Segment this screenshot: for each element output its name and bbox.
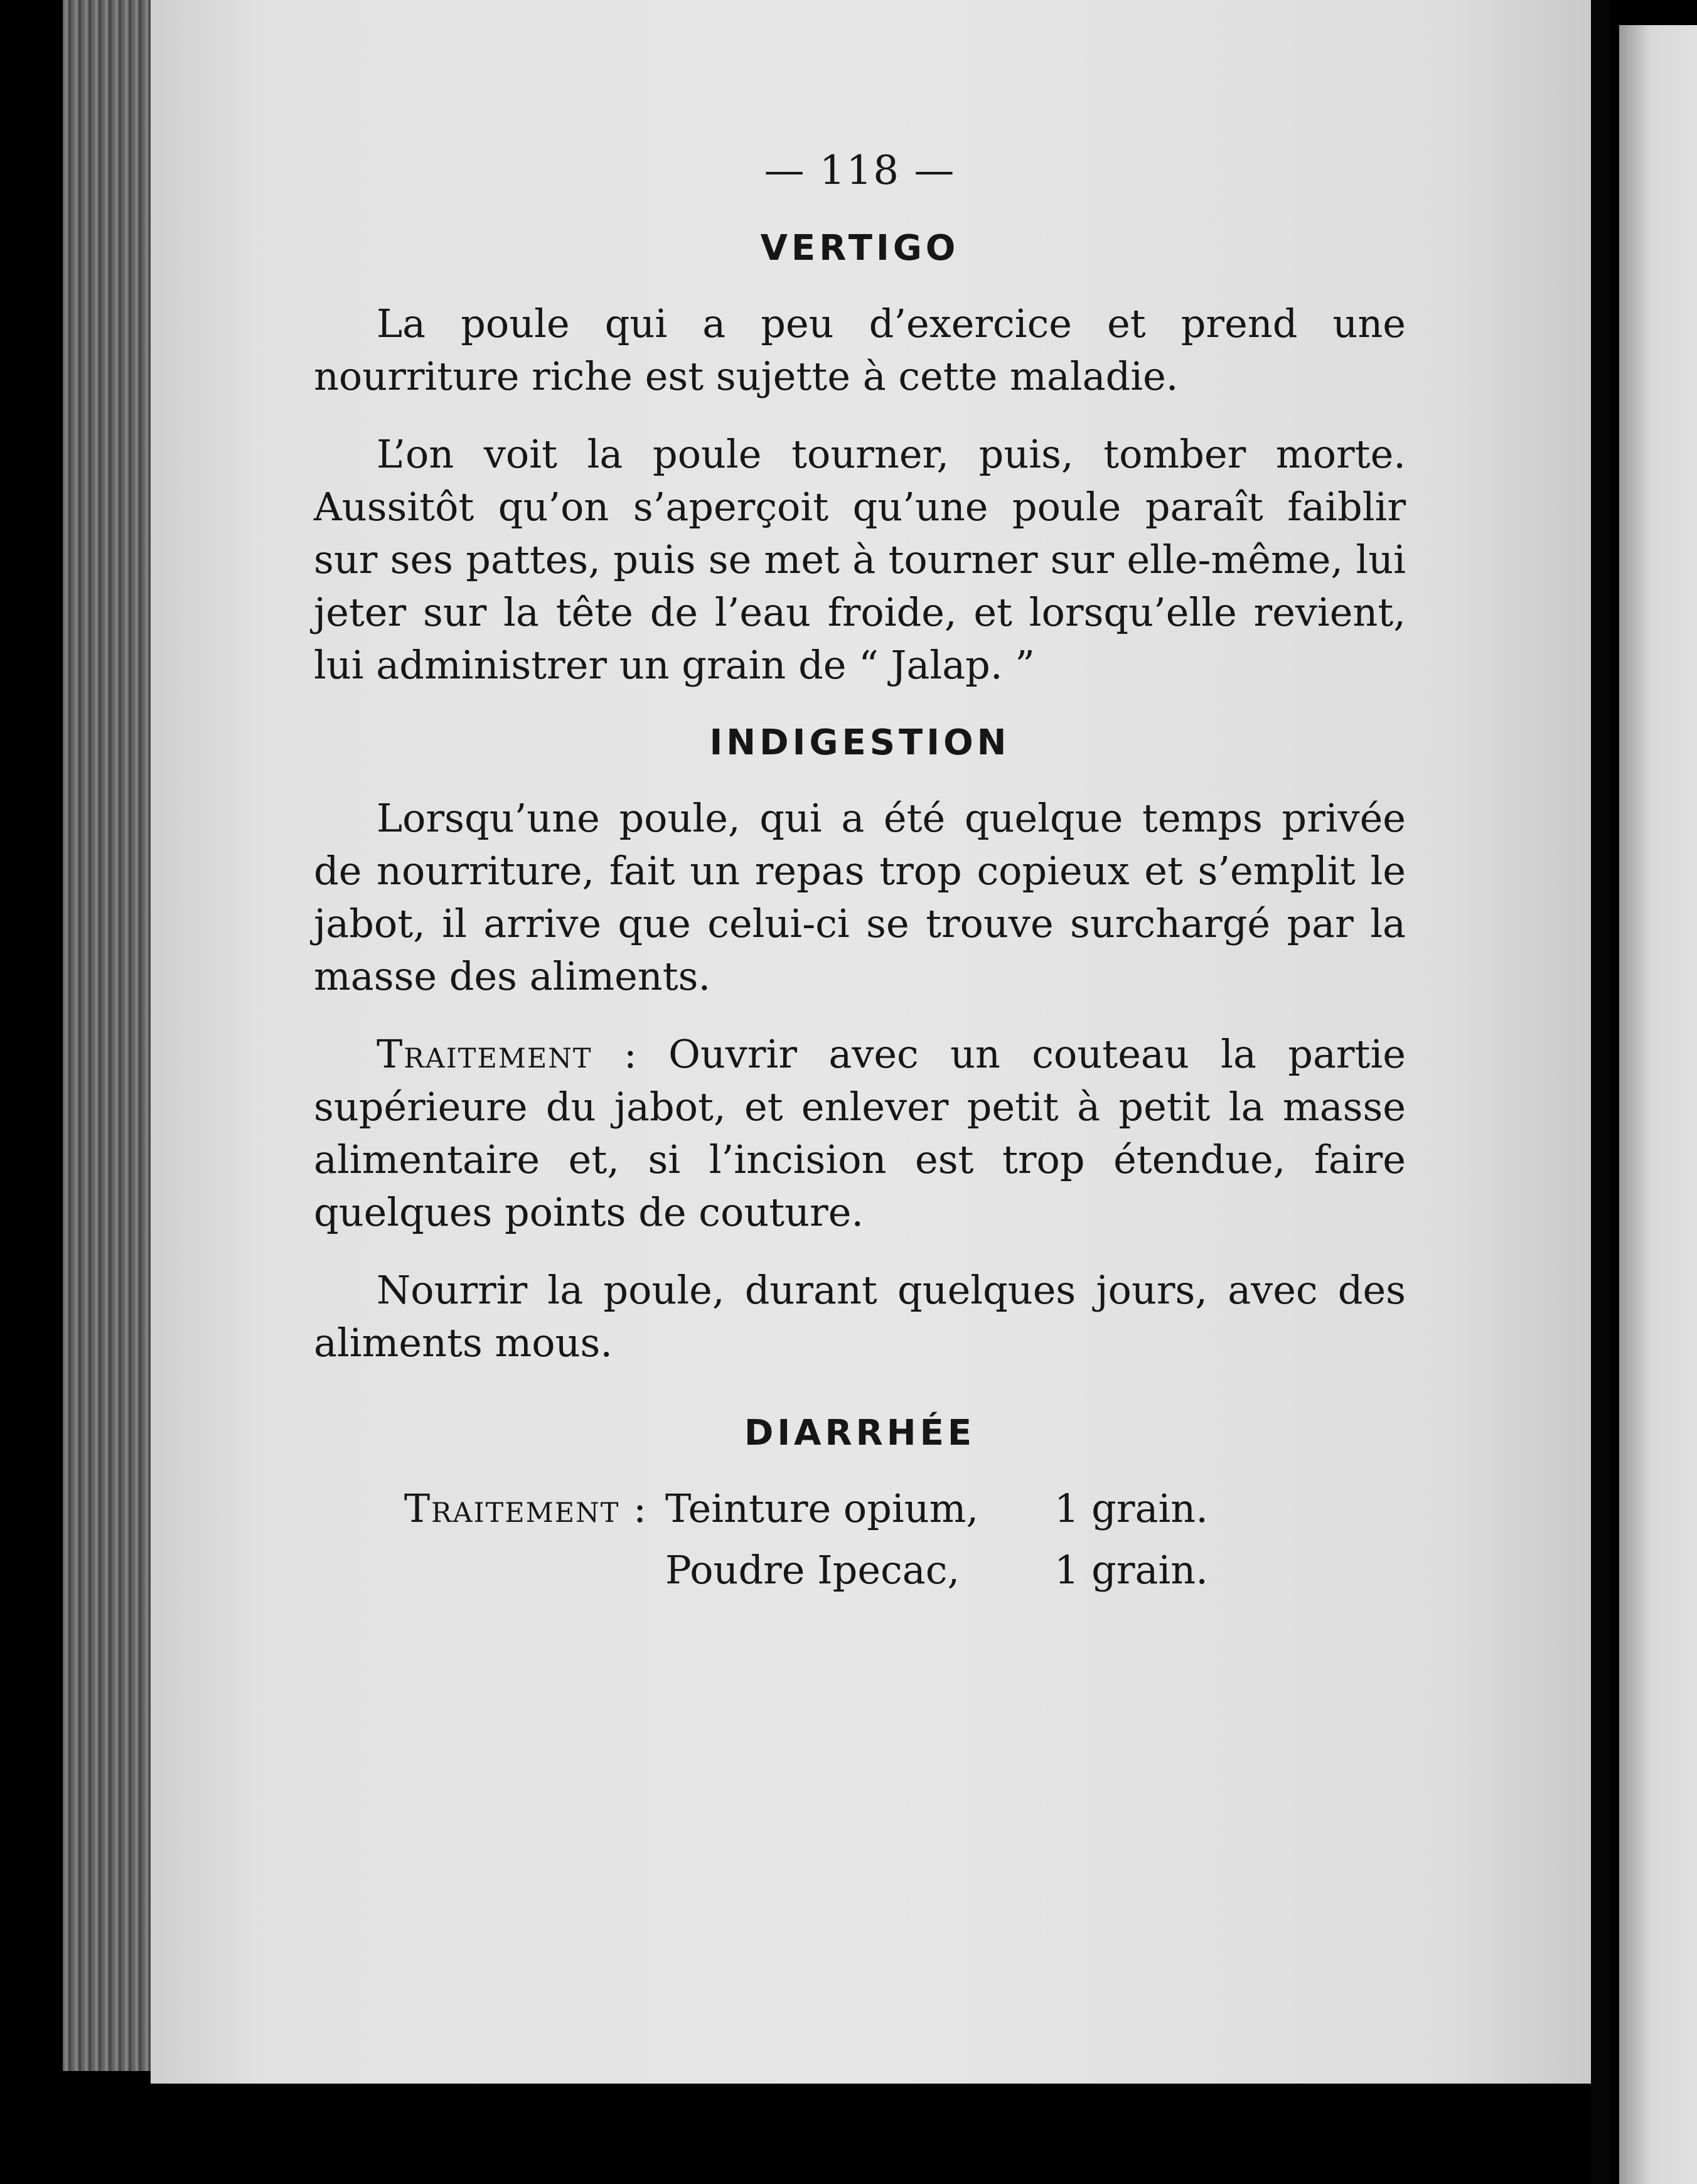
section-heading: VERTIGO <box>760 228 960 269</box>
section-vertigo <box>314 222 1406 692</box>
section-diarrhee <box>314 1407 1406 1597</box>
book-gutter <box>1591 0 1610 2184</box>
treatment-label: Traitement : <box>404 1485 648 1531</box>
treatment-paragraph <box>314 1028 1406 1239</box>
page-number: — 118 — <box>764 147 956 194</box>
remedy-name: Teinture opium, <box>665 1485 979 1531</box>
page-content <box>314 144 1406 1597</box>
paragraph: Nourrir la poule, durant quelques jours, avec des aliments mous. <box>314 1267 1406 1366</box>
paragraph: La poule qui a peu d’exercice et prend une nourriture riche est sujette à cette maladie. <box>314 301 1406 399</box>
remedy-label-spacer <box>370 1544 665 1597</box>
next-page-edge <box>1619 25 1697 2184</box>
remedy-dose: 1 grain. <box>1054 1485 1208 1531</box>
section-heading: DIARRHÉE <box>744 1413 976 1453</box>
page-edges <box>63 0 163 2071</box>
paragraph: Lorsqu’une poule, qui a été quelque temps privée de nourriture, fait un repas trop copieux et s’emplit le jabot, il arrive que celui-ci se trouve surchargé par la masse des aliments. <box>314 795 1406 999</box>
treatment-label: Traitement <box>377 1031 592 1077</box>
treatment-text: : Ouvrir avec un couteau la partie supérieure du jabot, et enlever petit à petit la masse alimentaire et, si l’incision est trop étendue, faire quelques points de couture. <box>314 1031 1406 1235</box>
paragraph: L’on voit la poule tourner, puis, tomber morte. Aussitôt qu’on s’aperçoit qu’une poule paraît faiblir sur ses pattes, puis se met à tourner sur elle-même, lui jeter sur la tête de l’eau froide, et lorsqu’elle revient, lui administrer un grain de “ Jalap. ” <box>314 431 1406 688</box>
section-indigestion <box>314 717 1406 1369</box>
section-heading: INDIGESTION <box>709 722 1010 763</box>
remedy-name: Poudre Ipecac, <box>665 1547 960 1593</box>
remedy-list <box>370 1482 1406 1597</box>
remedy-dose: 1 grain. <box>1054 1547 1208 1593</box>
